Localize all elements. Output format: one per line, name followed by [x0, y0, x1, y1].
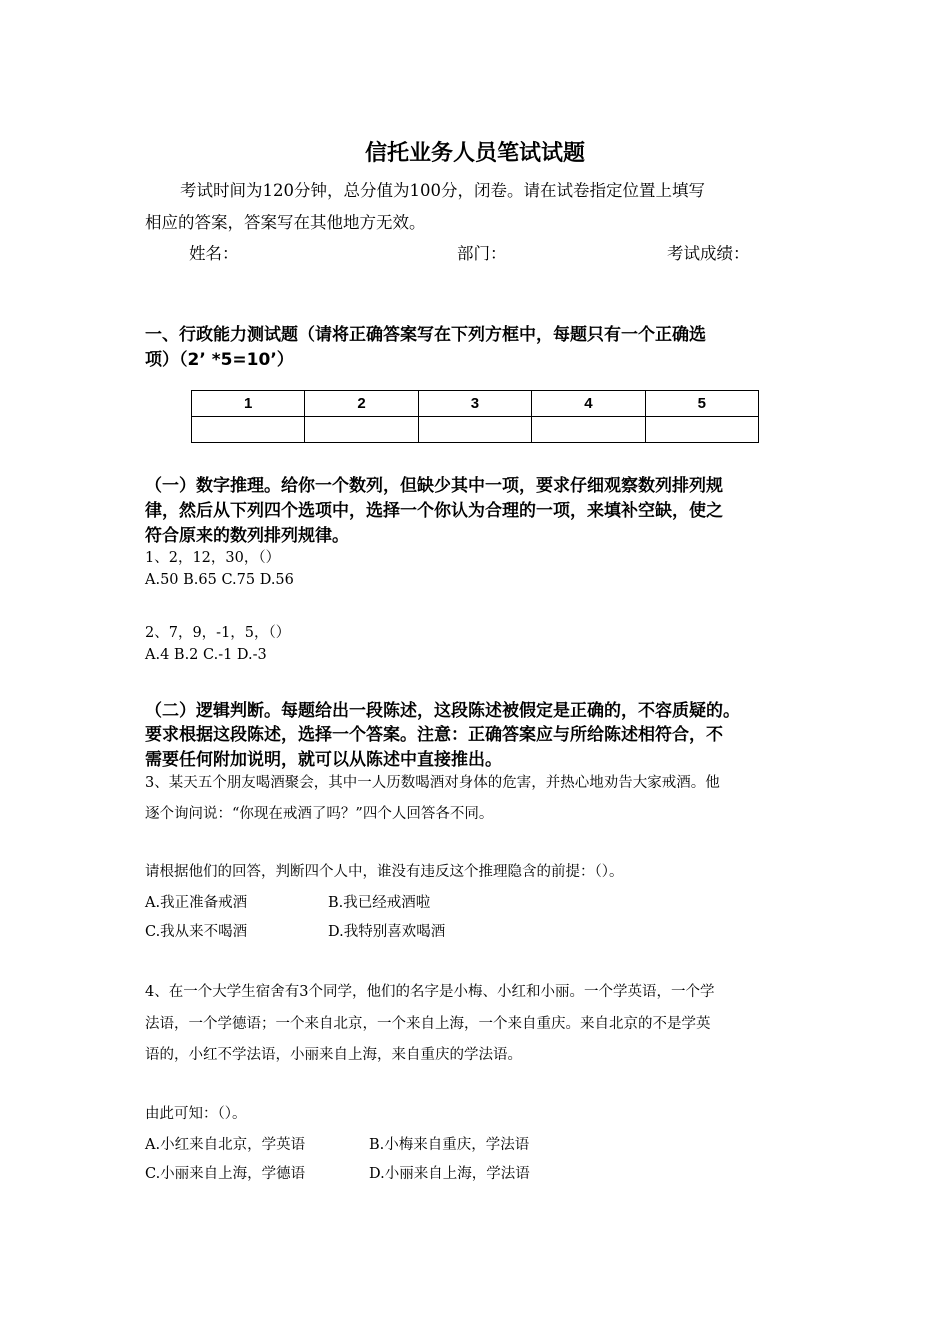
part-2-instructions-line-1: （二）逻辑判断。每题给出一段陈述，这段陈述被假定是正确的，不容质疑的。 — [145, 701, 740, 721]
question-4-option-a: A.小红来自北京，学英语 — [145, 1137, 306, 1153]
question-4-option-b: B.小梅来自重庆，学法语 — [369, 1137, 530, 1153]
answer-table-header: 3 — [418, 391, 531, 417]
question-3-line-2: 逐个询问说：“你现在戒酒了吗？”四个人回答各不同。 — [145, 806, 494, 822]
question-3-option-c: C.我从来不喝酒 — [145, 924, 248, 940]
answer-cell[interactable] — [305, 417, 418, 443]
page-title: 信托业务人员笔试试题 — [364, 140, 585, 166]
section-1-heading-line-1: 一、行政能力测试题（请将正确答案写在下列方框中，每题只有一个正确选 — [145, 325, 706, 345]
question-3-option-d: D.我特别喜欢喝酒 — [328, 924, 446, 940]
intro-line-1: 考试时间为120分钟，总分值为100分，闭卷。请在试卷指定位置上填写 — [180, 181, 705, 200]
answer-cell[interactable] — [645, 417, 758, 443]
part-1-instructions-line-1: （一）数字推理。给你一个数列，但缺少其中一项，要求仔细观察数列排列规 — [145, 476, 723, 496]
answer-table-header-row — [192, 391, 759, 417]
answer-table-header: 2 — [305, 391, 418, 417]
answer-cell[interactable] — [192, 417, 305, 443]
intro-line-2: 相应的答案，答案写在其他地方无效。 — [145, 213, 426, 232]
part-1-instructions-line-2: 律，然后从下列四个选项中，选择一个你认为合理的一项，来填补空缺，使之 — [145, 501, 723, 521]
answer-table-header: 1 — [192, 391, 305, 417]
question-4-line-1: 4、在一个大学生宿舍有3个同学，他们的名字是小梅、小红和小丽。一个学英语，一个学 — [145, 984, 715, 1000]
answer-table — [191, 390, 759, 443]
question-4-line-3: 语的，小红不学法语，小丽来自上海，来自重庆的学法语。 — [145, 1047, 522, 1063]
answer-table-header: 5 — [645, 391, 758, 417]
section-1-heading-line-2: 项）（2’ *5=10’） — [145, 350, 294, 370]
question-3-prompt: 请根据他们的回答，判断四个人中，谁没有违反这个推理隐含的前提：（）。 — [145, 864, 624, 880]
answer-table-header: 4 — [532, 391, 645, 417]
question-4-line-2: 法语，一个学德语；一个来自北京，一个来自上海，一个来自重庆。来自北京的不是学英 — [145, 1016, 711, 1032]
question-2-options: A.4 B.2 C.-1 D.-3 — [145, 647, 267, 663]
question-3-option-b: B.我已经戒酒啦 — [328, 895, 431, 911]
question-3-option-a: A.我正准备戒酒 — [145, 895, 248, 911]
question-3-line-1: 3、某天五个朋友喝酒聚会，其中一人历数喝酒对身体的危害，并热心地劝告大家戒酒。他 — [145, 775, 720, 791]
department-field-label: 部门： — [457, 244, 507, 263]
question-2-stem: 2、7，9，-1，5，（） — [145, 625, 291, 641]
part-2-instructions-line-3: 需要任何附加说明，就可以从陈述中直接推出。 — [145, 750, 502, 770]
score-field-label: 考试成绩： — [667, 244, 750, 263]
part-2-instructions-line-2: 要求根据这段陈述，选择一个答案。注意：正确答案应与所给陈述相符合，不 — [145, 725, 723, 745]
part-1-instructions-line-3: 符合原来的数列排列规律。 — [145, 526, 349, 546]
answer-cell[interactable] — [532, 417, 645, 443]
answer-cell[interactable] — [418, 417, 531, 443]
answer-table-answer-row — [192, 417, 759, 443]
question-1-options: A.50 B.65 C.75 D.56 — [145, 572, 294, 588]
name-field-label: 姓名： — [189, 244, 239, 263]
question-1-stem: 1、2，12，30，（） — [145, 550, 281, 566]
question-4-option-c: C.小丽来自上海，学德语 — [145, 1166, 306, 1182]
question-4-option-d: D.小丽来自上海，学法语 — [369, 1166, 530, 1182]
question-4-prompt: 由此可知：（）。 — [145, 1106, 247, 1122]
